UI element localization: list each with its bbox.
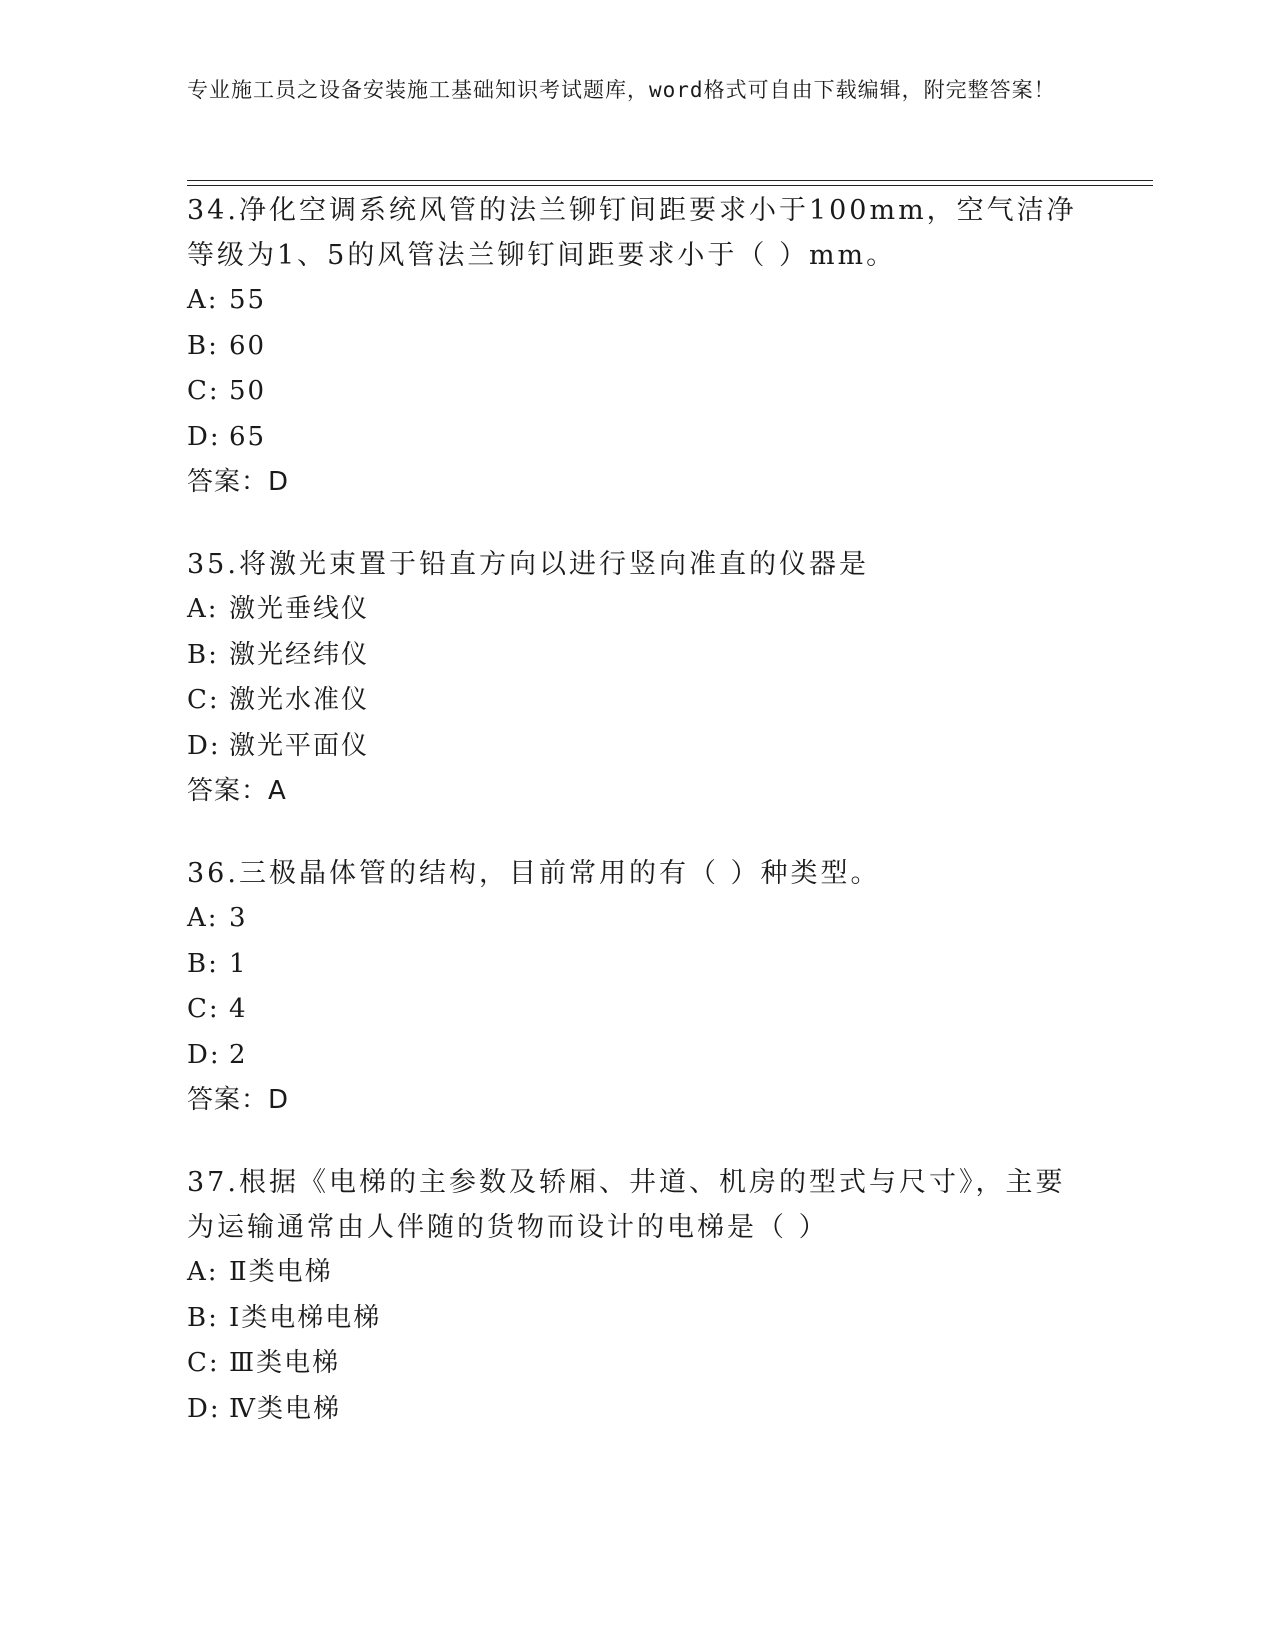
option-text: 激光垂线仪 [229, 594, 370, 624]
option-key: B: [187, 639, 219, 670]
option-text: Ⅲ类电梯 [229, 1348, 341, 1378]
question-list [187, 188, 1087, 1470]
option-text: 2 [229, 1039, 248, 1070]
answer-line: 答案：D [187, 467, 290, 497]
option-key: D: [187, 421, 221, 452]
option-key: A: [187, 903, 219, 933]
option-key: A: [187, 285, 219, 315]
question-stem: 37.根据《电梯的主参数及轿厢、井道、机房的型式与尺寸》，主要为运输通常由人伴随的货物而设计的电梯是（ ） [187, 1167, 1066, 1243]
option-b [187, 1296, 1087, 1342]
option-c [187, 369, 1087, 415]
option-key: B: [187, 1302, 219, 1333]
question-stem: 35.将激光束置于铅直方向以进行竖向准直的仪器是 [187, 549, 869, 580]
option-text: 60 [229, 330, 267, 361]
option-text: Ⅳ类电梯 [229, 1393, 341, 1424]
question-stem: 36.三极晶体管的结构，目前常用的有（ ）种类型。 [187, 858, 881, 889]
option-b [187, 324, 1087, 370]
option-c [187, 1341, 1087, 1387]
answer-line: 答案：A [187, 776, 287, 806]
option-text: 50 [229, 376, 267, 406]
option-key: B: [187, 330, 219, 361]
option-key: C: [187, 1348, 220, 1378]
option-text: 55 [229, 285, 267, 315]
option-a [187, 278, 1087, 324]
header-divider-top [187, 180, 1153, 181]
option-text: 激光平面仪 [229, 730, 370, 761]
option-key: C: [187, 994, 220, 1024]
option-d [187, 415, 1087, 461]
option-key: B: [187, 948, 219, 979]
option-a [187, 587, 1087, 633]
option-key: A: [187, 594, 219, 624]
document-header: 专业施工员之设备安装施工基础知识考试题库，word格式可自由下载编辑，附完整答案！ [187, 78, 1056, 102]
question-stem: 34.净化空调系统风管的法兰铆钉间距要求小于100mm，空气洁净等级为1、5的风管法兰铆钉间距要求小于（ ）mm。 [187, 195, 1077, 271]
option-text: 1 [229, 948, 248, 979]
option-c [187, 678, 1087, 724]
option-c [187, 987, 1087, 1033]
option-text: 激光经纬仪 [229, 639, 370, 670]
option-key: A: [187, 1257, 219, 1287]
option-key: D: [187, 1039, 221, 1070]
option-key: C: [187, 685, 220, 715]
option-text: 激光水准仪 [229, 685, 370, 715]
option-text: Ⅱ类电梯 [229, 1257, 333, 1287]
option-text: Ⅰ类电梯电梯 [229, 1302, 382, 1333]
question-35 [187, 542, 1087, 813]
answer-line: 答案：D [187, 1085, 290, 1115]
question-37 [187, 1160, 1087, 1432]
question-34 [187, 188, 1087, 504]
header-divider-bottom [187, 185, 1153, 186]
option-a [187, 896, 1087, 942]
option-a [187, 1250, 1087, 1296]
option-text: 3 [229, 903, 248, 933]
question-36 [187, 851, 1087, 1122]
option-d [187, 724, 1087, 770]
option-b [187, 942, 1087, 988]
option-key: D: [187, 730, 221, 761]
option-key: D: [187, 1393, 221, 1424]
option-text: 4 [229, 994, 248, 1024]
option-d [187, 1387, 1087, 1433]
option-key: C: [187, 376, 220, 406]
option-text: 65 [229, 421, 267, 452]
option-b [187, 633, 1087, 679]
option-d [187, 1033, 1087, 1079]
